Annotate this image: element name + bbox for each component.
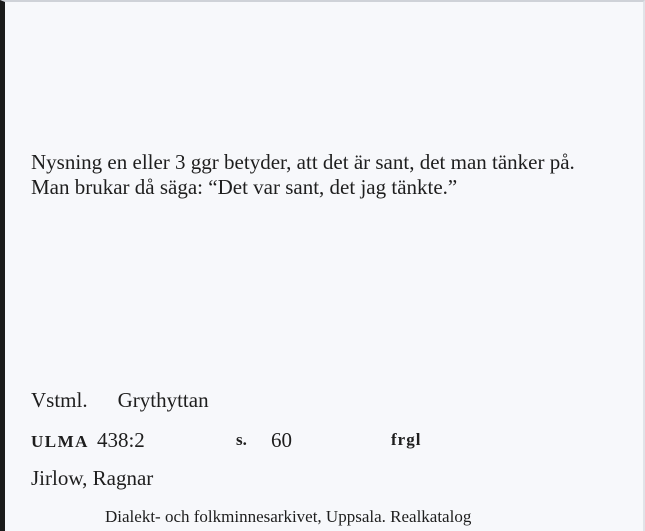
card-main-text: Nysning en eller 3 ggr betyder, att det är sant, det man tänker på. Man brukar då säga: “Det var sant, det jag tänkte.”: [31, 150, 575, 199]
province-label: Vstml.: [31, 388, 88, 412]
archive-number: 438:2: [96, 428, 145, 452]
page-number: 60: [271, 428, 292, 452]
card-footer: Dialekt- och folkminnesarkivet, Uppsala. Realkatalog: [105, 507, 472, 526]
record-type: frgl: [391, 430, 422, 449]
archive-label: ULMA: [31, 432, 89, 451]
archive-reference-line: [31, 428, 422, 454]
location-line: [31, 388, 209, 412]
place-name: Grythyttan: [117, 388, 209, 412]
collector-name: Jirlow, Ragnar: [31, 466, 154, 490]
page-label: s.: [236, 430, 247, 449]
